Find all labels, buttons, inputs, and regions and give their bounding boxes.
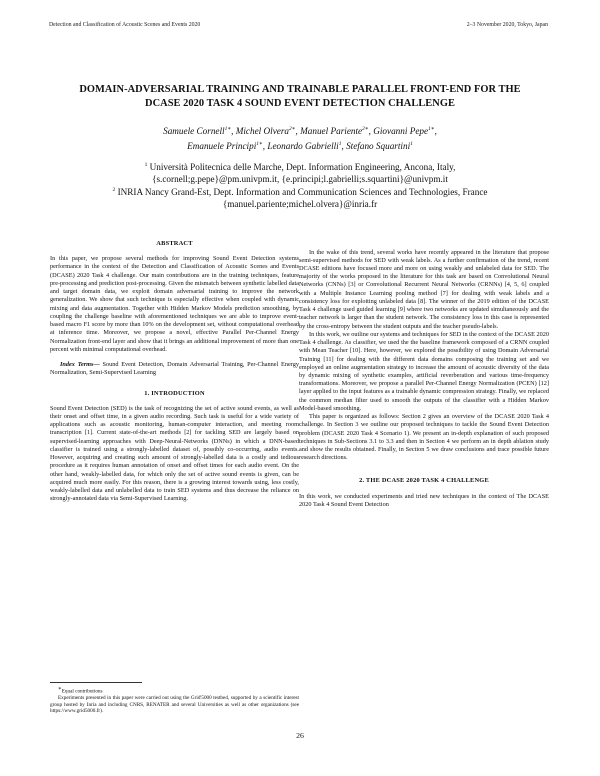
abstract-text: In this paper, we propose several methods for improving Sound Event Detection systems performance in the context of the Detection and Classification of Acoustic Scenes and Events (DCASE) 2020 Task 4 challenge. Our main contributions are in the training techniques, feature pre-processing and prediction post-processing. Given the mismatch between synthetic labelled data and target domain data, we exploit domain adversarial training to improve the network generalization. We show that such technique is especially effective when coupled with dynamic mixing and data augmentation. Together with Hidden Markov Models prediction smoothing, by coupling the challenge baseline with aforementioned techniques we are able to improve event-based macro F1 score by more than 10% on the development set, without computational overhead at inference time. Moreover, we propose a novel, effective Parallel Per-Channel Energy Normalization front-end layer and show that it brings an additional improvement of more than one percent with minimal computational overhead. (50, 255, 299, 353)
section-2-heading: 2. THE DCASE 2020 TASK 4 CHALLENGE (359, 476, 489, 484)
footnote-mark: ∗ (58, 686, 62, 692)
author-mark: 1 (410, 141, 413, 148)
running-header-right: 2–3 November 2020, Tokyo, Japan (466, 22, 548, 28)
intro-paragraph-4: This paper is organized as follows: Section 2 gives an overview of the DCASE 2020 Task 4 challenge. In Section 3 we outline our proposed techniques to tackle the Sound Event Detection problem (DCASE 2020 Task 4 Scenario 1). We present an in-depth explanation of such proposed techniques in Sub-Sections 3.1 to 3.3 and then in Section 4 we perform an in depth ablation study and show the results obtained. Finally, in Section 5 we draw conclusions and trace possible future research directions. (299, 413, 549, 462)
right-column (299, 232, 549, 509)
affiliation-1 (0, 160, 600, 174)
author-name: Michel Olvera (235, 126, 290, 137)
footnote-rule (50, 682, 142, 683)
abstract-heading: ABSTRACT (156, 240, 193, 247)
author-list (0, 123, 600, 153)
author-line-1: Samuele Cornell$^{1∗}$, Michel Olvera$^{2∗}$, Manuel Pariente$^{2∗}$, Giovanni Pepe$^{1∗}$, (163, 126, 437, 137)
index-terms-label: Index Terms— (60, 361, 100, 369)
intro-paragraph-1-continued (299, 232, 549, 249)
author-mark: 1∗ (256, 141, 263, 148)
running-header-left: Detection and Classification of Acoustic Scenes and Events 2020 (49, 22, 201, 28)
page-number: 26 (296, 731, 304, 740)
author-line-2: Emanuele Principi$^{1∗}$, Leonardo Gabrielli$^1$, Stefano Squartini$^1$ (187, 141, 413, 152)
footnotes (50, 686, 299, 715)
author-name: Samuele Cornell (163, 126, 225, 137)
footnote-text: Equal contributions (61, 688, 103, 695)
affiliation-text: Università Politecnica delle Marche, Dept. Information Engineering, Ancona, Italy, (149, 162, 456, 173)
author-name: Giovanni Pepe (373, 126, 429, 137)
index-terms-text: Sound Event Detection, Domain Adversarial Training, Per-Channel Energy Normalization, Semi-Supervised Learning (50, 361, 299, 377)
affiliations (0, 160, 600, 211)
intro-paragraph-2: In the wake of this trend, several works have recently appeared in the literature that propose semi-supervised methods for SED with weak labels. As a further confirmation of the trend, recent DCASE editions have focused more and more on using weakly and unlabeled data for SED. The majority of the works proposed in the literature for this task are based on Convolutional Neural Networks (CNNs) [3] or Convolutional Recurrent Neural Networks (CRNNs) [4, 5, 6] coupled with a Multiple Instance Learning pooling method [7] for dealing with weak labels and a consistency loss for exploiting unlabeled data [8]. The winner of the 2019 edition of the DCASE Task 4 challenge used guided learning [9] where two networks are updated simultaneously and the teacher network is larger than the student network. The consistency loss in this case is represented by the cross-entropy between the student outputs and the teacher pseudo-labels. (299, 248, 549, 330)
affiliation-text: INRIA Nancy Grand-Est, Dept. Information and Communication Sciences and Technologies, France (117, 187, 488, 198)
affiliation-1-emails: {s.cornell;g.pepe}@pm.univpm.it, {e.principi;l.gabrielli;s.squartini}@univpm.it (152, 173, 448, 184)
left-column (50, 240, 299, 556)
author-mark: 1∗ (224, 126, 232, 132)
author-name: Stefano Squartini (346, 141, 411, 152)
author-name: Emanuele Principi (187, 141, 257, 152)
author-name: Manuel Pariente (300, 126, 363, 137)
intro-paragraph-3: In this work, we outline our systems and techniques for SED in the context of the DCASE 2020 Task 4 challenge. As classifier, we used the the baseline framework composed of a CRNN coupled with Mean Teacher [10]. Here, however, we explored the possibility of using Domain Adversarial Training [11] for dealing with the different data domains composing the training set and we employed an online augmentation strategy to increase the amount of acoustic diversity of the data by dynamic mixing of synthetic examples, artificial reverberation and various time-frequency transformations. Moreover, we propose a parallel Per-Channel Energy Normalization (PCEN) [12] layer applied to the input features as a trainable dynamic compression strategy. Finally, we replaced the common median filter used to smooth the outputs of the classifier with a Hidden Markov Model-based smoothing. (299, 330, 549, 412)
author-mark: 2∗ (289, 126, 296, 132)
footnote-grid5000: Experiments presented in this paper were carried out using the Grid'5000 testbed, supported by a scientific interest group hosted by Inria and including CNRS, RENATER and several Universities as well as other organizations (see https://www.grid5000.fr). (50, 695, 299, 715)
index-terms (50, 361, 299, 377)
section-2-paragraph-1: In this work, we conducted experiments and tried new techniques in the context of The DCASE 2020 Task 4 Sound Event Detection (299, 492, 549, 509)
author-mark: 1∗ (428, 126, 435, 132)
title-line-2: DCASE 2020 TASK 4 SOUND EVENT DETECTION CHALLENGE (145, 97, 455, 109)
author-mark: 1 (338, 141, 342, 148)
affiliation-2 (0, 185, 600, 199)
affiliation-number: 1 (144, 162, 148, 168)
title-line-1: DOMAIN-ADVERSARIAL TRAINING AND TRAINABLE PARALLEL FRONT-END FOR THE (79, 84, 521, 95)
author-mark: 2∗ (362, 126, 369, 132)
affiliation-2-emails: {manuel.pariente;michel.olvera}@inria.fr (222, 198, 378, 209)
affiliation-number: 2 (112, 187, 116, 194)
footnote-equal-contrib (50, 686, 299, 695)
introduction-heading: 1. INTRODUCTION (144, 389, 205, 397)
author-name: Leonardo Gabrielli (267, 141, 339, 152)
paper-title (0, 83, 600, 110)
intro-paragraph-1: Sound Event Detection (SED) is the task of recognizing the set of active sound events, as well as their onset and offset time, in a given audio recording. Such task is useful for a wide variety of applications such as acoustic monitoring, human-computer interaction, and meeting room transcription [1]. Current state-of-the-art methods [2] for tackling SED are largely based on supervised-learning approaches with Deep-Neural-Networks (DNNs) in which a DNN-based classifier is trained using a strongly-labelled dataset of, possibly co-occurring, audio events. However, acquiring and creating such amount of strongly-labelled data is a costly and tedious procedure as it requires human annotation of onset and offset times for each audio event. On the other hand, weakly-labelled data, for which only the set of active sound events is given, can be acquired much more easily. For this reason, there is a growing interest towards using, less costly, weakly-labelled data and unlabelled data to train SED systems and thus decrease the reliance on strongly-annotated data via Semi-Supervised Learning. (50, 404, 299, 503)
